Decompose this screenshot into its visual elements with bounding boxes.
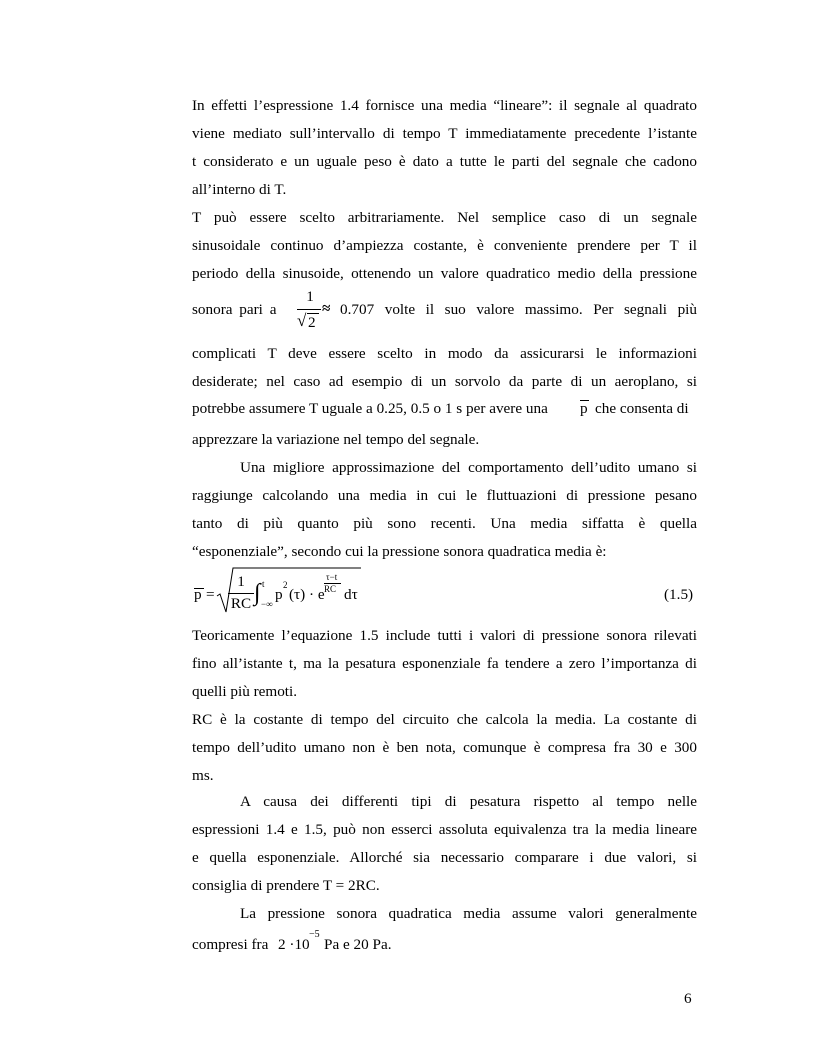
eq-frac-num: 1 bbox=[237, 573, 245, 590]
equation-number: (1.5) bbox=[664, 586, 694, 603]
pbar-symbol: p bbox=[580, 400, 588, 417]
text-line: all’interno di T. bbox=[192, 181, 287, 198]
text-line: desiderate; nel caso ad esempio di un sorvolo da parte di un aeroplano, si bbox=[192, 373, 697, 390]
fraction-bar bbox=[297, 309, 321, 310]
p7-after: Pa e 20 Pa. bbox=[324, 936, 392, 953]
text-line: e quella esponenziale. Allorché sia necessario comparare i due valori, si bbox=[192, 849, 697, 866]
text-line: tanto di più quanto più sono recenti. Una media siffatta è quella bbox=[192, 515, 697, 532]
inline-text-after: 0.707 volte il suo valore massimo. Per segnali più bbox=[340, 301, 697, 318]
p7-before: compresi fra bbox=[192, 936, 269, 953]
sqrt-symbol: √ bbox=[297, 311, 307, 330]
text-line: fino all’istante t, ma la pesatura esponenziale fa tendere a zero l’importanza di bbox=[192, 655, 697, 672]
exp-numerator: τ−t bbox=[326, 572, 338, 582]
approx-symbol: ≈ bbox=[322, 300, 331, 317]
text-line: In effetti l’espressione 1.4 fornisce una media “lineare”: il segnale al quadrato bbox=[192, 97, 697, 114]
inline-text-before: sonora pari a bbox=[192, 301, 277, 318]
p7-base: 2 ·10 bbox=[278, 936, 310, 953]
int-upper: t bbox=[262, 579, 265, 589]
text-line: RC è la costante di tempo del circuito che calcola la media. La costante di bbox=[192, 711, 697, 728]
text-line: raggiunge calcolando una media in cui le fluttuazioni di pressione pesano bbox=[192, 487, 697, 504]
text-line: Teoricamente l’equazione 1.5 include tutti i valori di pressione sonora rilevati bbox=[192, 627, 697, 644]
text-line: viene mediato sull’intervallo di tempo T immediatamente precedente l’istante bbox=[192, 125, 697, 142]
fraction-numerator: 1 bbox=[306, 288, 314, 305]
text-line: “esponenziale”, secondo cui la pressione sonora quadratica media è: bbox=[192, 543, 607, 560]
integrand-arg: (τ) · e bbox=[289, 586, 325, 603]
eq-frac-bar bbox=[228, 593, 254, 594]
fraction-denominator: 2 bbox=[308, 314, 316, 331]
p7-exponent: −5 bbox=[309, 929, 320, 940]
text-line: A causa dei differenti tipi di pesatura rispetto al tempo nelle bbox=[240, 793, 697, 810]
pbar-line-after: che consenta di bbox=[595, 400, 689, 417]
text-line: t considerato e un uguale peso è dato a tutte le parti del segnale che cadono bbox=[192, 153, 697, 170]
text-line: complicati T deve essere scelto in modo da assicurarsi le informazioni bbox=[192, 345, 697, 362]
eq-frac-den: RC bbox=[230, 595, 252, 612]
text-line: quelli più remoti. bbox=[192, 683, 298, 700]
eq-lhs: p bbox=[194, 586, 202, 603]
eq-differential: dτ bbox=[344, 586, 358, 603]
text-line: periodo della sinusoide, ottenendo un valore quadratico medio della pressione bbox=[192, 265, 697, 282]
text-line: consiglia di prendere T = 2RC. bbox=[192, 877, 380, 894]
pbar-line-before: potrebbe assumere T uguale a 0.25, 0.5 o 1 s per avere una bbox=[192, 400, 548, 417]
text-line: sinusoidale continuo d’ampiezza costante, è conveniente prendere per T il bbox=[192, 237, 697, 254]
text-line: espressioni 1.4 e 1.5, può non esserci assoluta equivalenza tra la media lineare bbox=[192, 821, 697, 838]
text-line: La pressione sonora quadratica media assume valori generalmente bbox=[240, 905, 697, 922]
eq-equals: = bbox=[206, 586, 215, 603]
text-line: apprezzare la variazione nel tempo del segnale. bbox=[192, 431, 480, 448]
page-number: 6 bbox=[684, 990, 692, 1007]
integrand-p: p bbox=[275, 586, 283, 603]
exp-denominator: RC bbox=[324, 584, 337, 594]
text-line: Una migliore approssimazione del comportamento dell’udito umano si bbox=[240, 459, 697, 476]
integrand-square: 2 bbox=[283, 580, 288, 590]
integral-sign: ∫ bbox=[254, 580, 261, 606]
text-line: tempo dell’udito umano non è ben nota, comunque è compresa fra 30 e 300 bbox=[192, 739, 697, 756]
text-line: T può essere scelto arbitrariamente. Nel semplice caso di un segnale bbox=[192, 209, 697, 226]
int-lower: −∞ bbox=[261, 599, 273, 609]
text-line: ms. bbox=[192, 767, 214, 784]
